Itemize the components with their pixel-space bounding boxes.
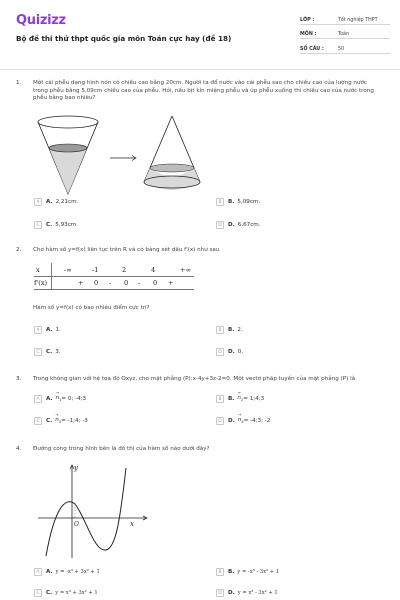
option-text: y = -x³ + 3x² + 1 (55, 569, 100, 575)
question-text: Một cái phễu dạng hình nón có chiều cao bằng 20cm. Người ta đổ nước vào cái phễu sao cho chiều cao của lượng nước trong phễu bằng 5,09cm chiều cao của phễu. Hỏi, nếu bịt kín miệng phễu và úp phễu xuống thì chiều cao của nước trong phễu bằng bao nhiêu? (33, 80, 374, 102)
cubic-graph (34, 460, 154, 560)
question-subtext: Hàm số y=f(x) có bao nhiêu điểm cực trị? (33, 305, 150, 311)
option-checkbox[interactable]: C (34, 348, 42, 356)
option-checkbox[interactable]: D (216, 221, 224, 229)
sign-table (34, 263, 194, 289)
option-text: 3. (55, 349, 61, 355)
option-checkbox[interactable]: C (34, 221, 42, 229)
option-text: 1. (55, 327, 61, 333)
meta-value: Toán (338, 32, 350, 37)
table-rule (34, 289, 194, 290)
option-letter: B. (228, 396, 235, 402)
option-text: y = x³ + 3x² + 1 (55, 590, 98, 596)
option-checkbox[interactable]: D (216, 348, 224, 356)
option-text: 2. (237, 327, 243, 333)
origin-label: O (74, 521, 79, 528)
table-cell: +∞ (180, 266, 192, 274)
option-a[interactable] (34, 568, 100, 576)
option-letter: A. (46, 327, 53, 333)
option-checkbox[interactable]: A (34, 395, 42, 403)
option-c[interactable] (34, 348, 61, 356)
option-b[interactable] (216, 198, 260, 206)
table-row-x (34, 263, 194, 276)
question-number: 4. (16, 446, 22, 452)
option-b[interactable] (216, 326, 243, 334)
question-text: Đường cong trong hình bên là đồ thị của hàm số nào dưới đây? (33, 446, 210, 452)
table-cell: - (109, 279, 112, 287)
table-cell: 2 (122, 266, 127, 274)
meta-value: Tốt nghiệp THPT (338, 17, 378, 23)
option-b[interactable] (216, 390, 265, 403)
vector-symbol: → $n_2$ (237, 390, 244, 403)
option-d[interactable] (216, 348, 243, 356)
option-checkbox[interactable]: B (216, 568, 224, 576)
option-c[interactable] (34, 412, 88, 425)
table-cell: -∞ (64, 266, 72, 274)
meta-key: MÔN : (300, 32, 317, 37)
table-row-derivative (34, 276, 194, 289)
option-letter: B. (228, 569, 235, 575)
funnel-upright-figure (38, 116, 98, 194)
option-checkbox[interactable]: C (34, 417, 42, 425)
option-d[interactable] (216, 412, 271, 425)
option-letter: D. (228, 222, 235, 228)
question-number: 1. (16, 80, 22, 86)
option-letter: D. (228, 349, 235, 355)
table-cell: + (78, 279, 84, 287)
table-cell: 0 (94, 279, 99, 287)
option-text: y = -x³ - 3x² + 1 (237, 569, 280, 575)
option-letter: A. (46, 396, 53, 402)
question-4 (16, 446, 388, 600)
option-text: 6,67cm. (237, 222, 261, 228)
option-a[interactable] (34, 390, 87, 403)
header-divider (0, 69, 400, 70)
question-number: 2. (16, 247, 22, 253)
table-cell: 4 (151, 266, 156, 274)
option-checkbox[interactable]: A (34, 568, 42, 576)
meta-row-count (300, 42, 390, 54)
question-3 (16, 376, 388, 436)
funnel-inverted-figure (144, 116, 200, 190)
option-checkbox[interactable]: A (34, 198, 42, 206)
option-checkbox[interactable]: B (216, 198, 224, 206)
vector-symbol: → $n_3$ (55, 412, 62, 425)
option-c[interactable] (34, 221, 78, 229)
option-letter: C. (46, 349, 53, 355)
option-a[interactable] (34, 326, 61, 334)
option-checkbox[interactable]: A (34, 326, 42, 334)
option-text: 5,09cm. (237, 199, 261, 205)
vector-symbol: → $n_1$ (55, 390, 62, 403)
option-letter: D. (228, 418, 235, 424)
meta-key: LỚP : (300, 17, 315, 23)
option-checkbox[interactable]: D (216, 589, 224, 597)
vector-symbol: → $n_4$ (237, 412, 244, 425)
document-title: Bộ đề thi thử thpt quốc gia môn Toán cực hay (đề 18) (16, 34, 232, 43)
option-text: = 0; -4;3 (61, 396, 87, 402)
x-axis-label: x (130, 520, 134, 528)
meta-panel (300, 13, 390, 57)
table-cell: 0 (153, 279, 158, 287)
option-d[interactable] (216, 589, 278, 597)
option-b[interactable] (216, 568, 279, 576)
option-a[interactable] (34, 198, 78, 206)
option-letter: A. (46, 199, 53, 205)
option-d[interactable] (216, 221, 261, 229)
y-axis-label: y (74, 464, 78, 472)
arrow-right-icon (110, 156, 136, 161)
table-cell: x (36, 266, 40, 274)
question-text: Trong không gian với hệ tọa độ Oxyz, cho mặt phẳng (P):x-4y+3z-2=0. Một vectơ pháp tuyến của mặt phẳng (P) là (33, 376, 356, 382)
option-checkbox[interactable]: B (216, 395, 224, 403)
question-2 (16, 247, 388, 365)
option-text: = -1;4; -3 (61, 418, 88, 424)
meta-key: SỐ CÂU : (300, 46, 324, 52)
option-letter: C. (46, 222, 53, 228)
meta-row-subject (300, 28, 390, 40)
table-cell: 0 (124, 279, 129, 287)
option-letter: C. (46, 418, 53, 424)
table-cell: -1 (92, 266, 99, 274)
option-text: = -4;3; -2 (243, 418, 271, 424)
table-cell: + (168, 279, 174, 287)
option-text: 0. (237, 349, 244, 355)
table-cell: f'(x) (34, 279, 48, 287)
table-cell: - (138, 279, 141, 287)
option-letter: A. (46, 569, 53, 575)
option-letter: B. (228, 199, 235, 205)
option-checkbox[interactable]: D (216, 417, 224, 425)
option-text: 5,93cm. (55, 222, 78, 228)
option-letter: C. (46, 590, 53, 596)
option-checkbox[interactable]: B (216, 326, 224, 334)
question-number: 3. (16, 376, 22, 382)
option-letter: B. (228, 327, 235, 333)
option-checkbox[interactable]: C (34, 589, 42, 597)
quizizz-logo: Quizizz (16, 13, 66, 28)
option-text: = 1;4;3 (243, 396, 265, 402)
question-text: Cho hàm số y=f(x) liên tục trên R và có bảng xét dấu f'(x) như sau (33, 247, 220, 253)
question-1 (16, 80, 388, 240)
option-c[interactable] (34, 589, 98, 597)
option-letter: D. (228, 590, 235, 596)
funnel-illustration (30, 112, 210, 200)
option-text: 2,21cm. (55, 199, 79, 205)
meta-value: 50 (338, 46, 345, 52)
option-text: y = x³ - 3x² + 1 (237, 590, 278, 596)
meta-row-class (300, 13, 390, 25)
